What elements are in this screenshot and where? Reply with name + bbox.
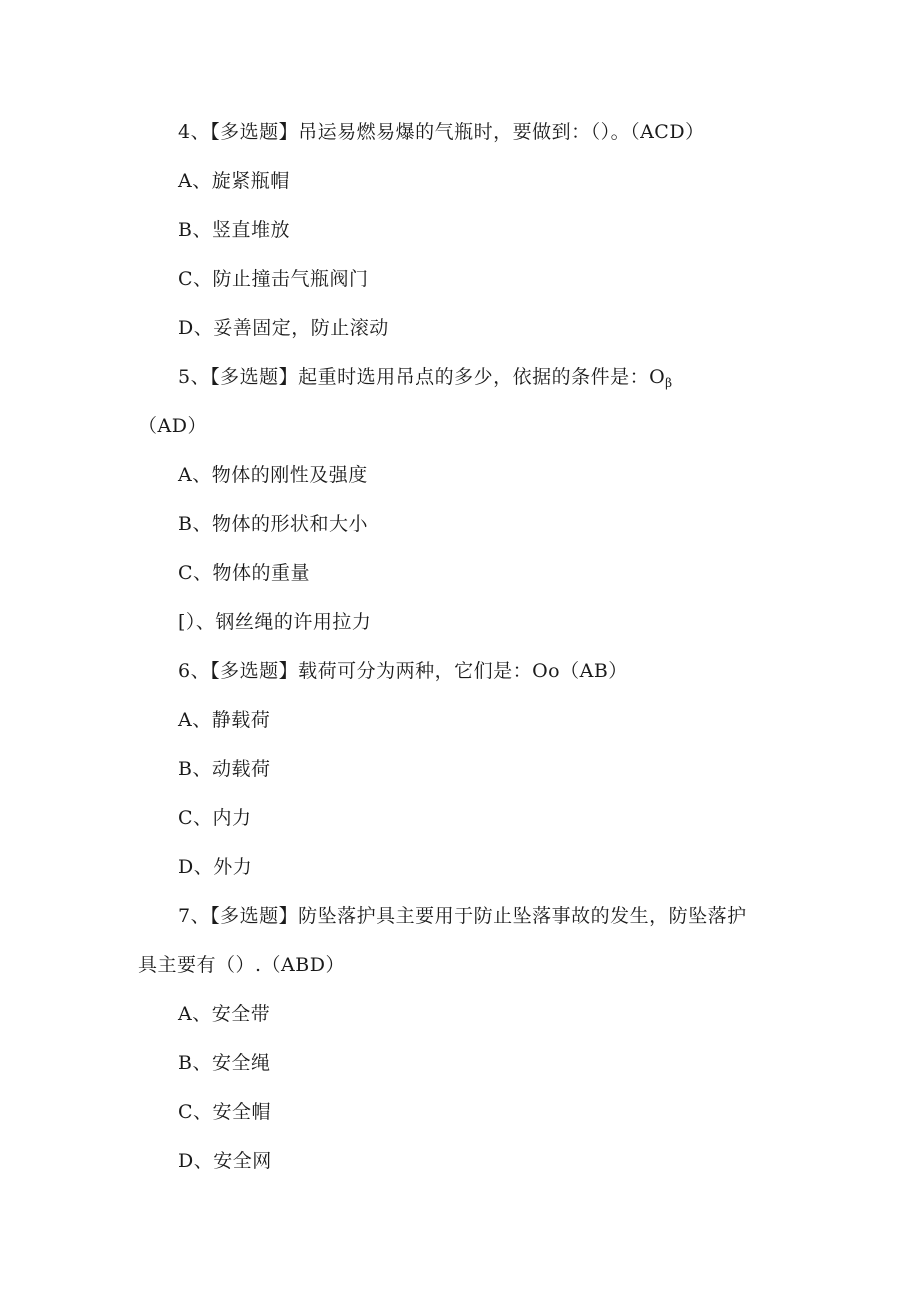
question-6-stem: 6、【多选题】载荷可分为两种，它们是：Oo（AB） <box>178 660 628 682</box>
question-7-option-a: A、安全带 <box>178 1003 271 1025</box>
question-5-stem-text: 5、【多选题】起重时选用吊点的多少，依据的条件是：O <box>178 366 666 388</box>
question-4-option-d: D、妥善固定，防止滚动 <box>178 317 389 339</box>
question-5-option-c: C、物体的重量 <box>178 562 311 584</box>
question-6-option-d: D、外力 <box>178 856 253 878</box>
question-5-stem-subscript: β <box>665 376 673 390</box>
question-5-stem-continued: （AD） <box>138 415 207 437</box>
question-6-option-a: A、静载荷 <box>178 709 271 731</box>
question-5-option-a: A、物体的刚性及强度 <box>178 464 368 486</box>
question-4-option-b: B、竖直堆放 <box>178 219 290 241</box>
question-5-stem <box>178 364 673 396</box>
question-7-stem: 7、【多选题】防坠落护具主要用于防止坠落事故的发生，防坠落护 <box>178 905 747 927</box>
question-5-option-b: B、物体的形状和大小 <box>178 513 368 535</box>
question-7-option-b: B、安全绳 <box>178 1052 271 1074</box>
question-4-option-a: A、旋紧瓶帽 <box>178 170 290 192</box>
question-6-option-b: B、动载荷 <box>178 758 271 780</box>
question-6-option-c: C、内力 <box>178 807 252 829</box>
question-7-option-d: D、安全网 <box>178 1150 272 1172</box>
question-4-option-c: C、防止撞击气瓶阀门 <box>178 268 369 290</box>
question-5-option-d: [）、钢丝绳的许用拉力 <box>178 611 372 633</box>
question-4-stem: 4、【多选题】吊运易燃易爆的气瓶时，要做到：（）。（ACD） <box>178 121 705 143</box>
question-7-stem-continued: 具主要有（）.（ABD） <box>138 954 345 976</box>
question-7-option-c: C、安全帽 <box>178 1101 272 1123</box>
